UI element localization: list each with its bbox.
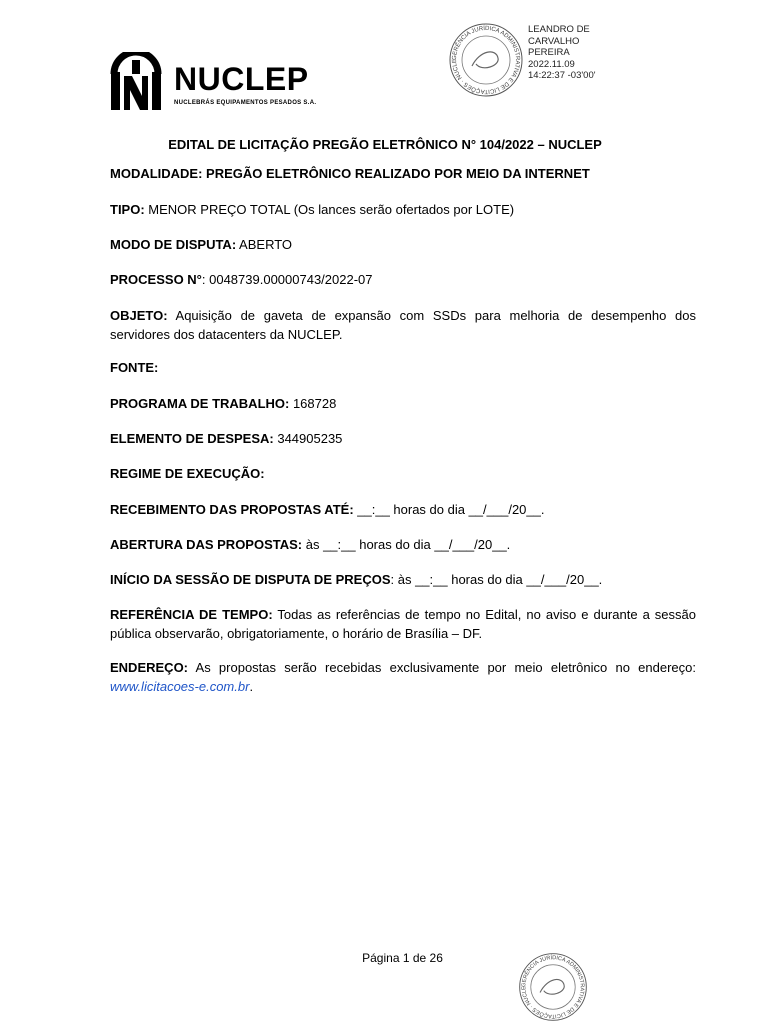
licitacoes-link[interactable]: www.licitacoes-e.com.br (110, 679, 250, 694)
field-regime (110, 464, 696, 483)
endereco-value: As propostas serão recebidas exclusivamente por meio eletrônico no endereço: (188, 660, 696, 675)
field-endereco (110, 658, 696, 696)
field-recebimento (110, 500, 696, 519)
abertura-value: às __:__ horas do dia __/___/20__. (302, 537, 511, 552)
tipo-value: MENOR PREÇO TOTAL (Os lances serão ofertados por LOTE) (144, 202, 515, 217)
field-fonte (110, 358, 696, 377)
regime-label: REGIME DE EXECUÇÃO: (110, 466, 265, 481)
tipo-label: TIPO: (110, 202, 145, 217)
abertura-label: ABERTURA DAS PROPOSTAS: (110, 537, 303, 552)
endereco-after: . (249, 679, 254, 694)
legal-seal-icon (446, 20, 526, 100)
page-number: Página 1 de 26 (362, 951, 443, 965)
referencia-label: REFERÊNCIA DE TEMPO: (110, 607, 273, 622)
signer-name-line2: CARVALHO (528, 35, 580, 47)
endereco-label: ENDEREÇO: (110, 660, 189, 675)
document-title: EDITAL DE LICITAÇÃO PREGÃO ELETRÔNICO N° 104/2022 – NUCLEP (168, 137, 602, 152)
modo-label: MODO DE DISPUTA: (110, 237, 237, 252)
legal-seal-bottom-icon (516, 950, 590, 1024)
programa-value: 168728 (289, 396, 337, 411)
field-referencia (110, 605, 696, 643)
signer-name-line1: LEANDRO DE (528, 24, 590, 35)
objeto-value: Aquisição de gaveta de expansão com SSDs para melhoria de desempenho dos servidores dos datacenters da NUCLEP. (110, 308, 696, 342)
elemento-value: 344905235 (273, 431, 343, 446)
recebimento-value: __:__ horas do dia __/___/20__. (353, 502, 545, 517)
inicio-label: INÍCIO DA SESSÃO DE DISPUTA DE PREÇOS (110, 572, 391, 587)
svg-text:GERÊNCIA JURÍDICA ADMINISTRATI: GERÊNCIA JURÍDICA ADMINISTRATIVA E DE LICITAÇÕES · NUCLE (451, 25, 521, 95)
nuclep-logo-mark-icon (108, 52, 164, 114)
processo-label: PROCESSO N° (110, 272, 202, 287)
svg-text:GERÊNCIA JURÍDICA ADMINISTRATI: GERÊNCIA JURÍDICA ADMINISTRATIVA E DE LICITAÇÕES · NUCLE (521, 955, 585, 1019)
modalidade-label: MODALIDADE: PREGÃO ELETRÔNICO REALIZADO POR MEIO DA INTERNET (110, 166, 590, 181)
inicio-value: : às __:__ horas do dia __/___/20__. (390, 572, 603, 587)
signature-time: 14:22:37 -03'00' (528, 70, 596, 81)
processo-value: : 0048739.00000743/2022-07 (201, 272, 373, 287)
field-abertura (110, 535, 696, 554)
field-programa (110, 394, 696, 413)
elemento-label: ELEMENTO DE DESPESA: (110, 431, 274, 446)
programa-label: PROGRAMA DE TRABALHO: (110, 396, 290, 411)
field-tipo (110, 200, 696, 219)
fonte-label: FONTE: (110, 360, 159, 375)
field-modalidade (110, 164, 696, 183)
signature-date: 2022.11.09 (528, 58, 575, 70)
logo-subtitle: NUCLEBRÁS EQUIPAMENTOS PESADOS S.A. (174, 100, 317, 106)
field-inicio-sessao (110, 570, 696, 589)
digital-signature-info (528, 24, 596, 82)
nuclep-logo (108, 52, 348, 114)
field-objeto (110, 306, 696, 344)
field-processo (110, 270, 696, 289)
recebimento-label: RECEBIMENTO DAS PROPOSTAS ATÉ: (110, 502, 354, 517)
objeto-label: OBJETO: (110, 308, 168, 323)
signer-name-line3: PEREIRA (528, 47, 570, 58)
referencia-value: Todas as referências de tempo no Edital, no aviso e durante a sessão pública observarão, obrigatoriamente, o horário de Brasília – DF. (110, 607, 696, 641)
field-elemento (110, 429, 696, 448)
field-modo-disputa (110, 235, 696, 254)
modo-value: ABERTO (236, 237, 293, 252)
logo-wordmark: NUCLEP (174, 61, 309, 97)
